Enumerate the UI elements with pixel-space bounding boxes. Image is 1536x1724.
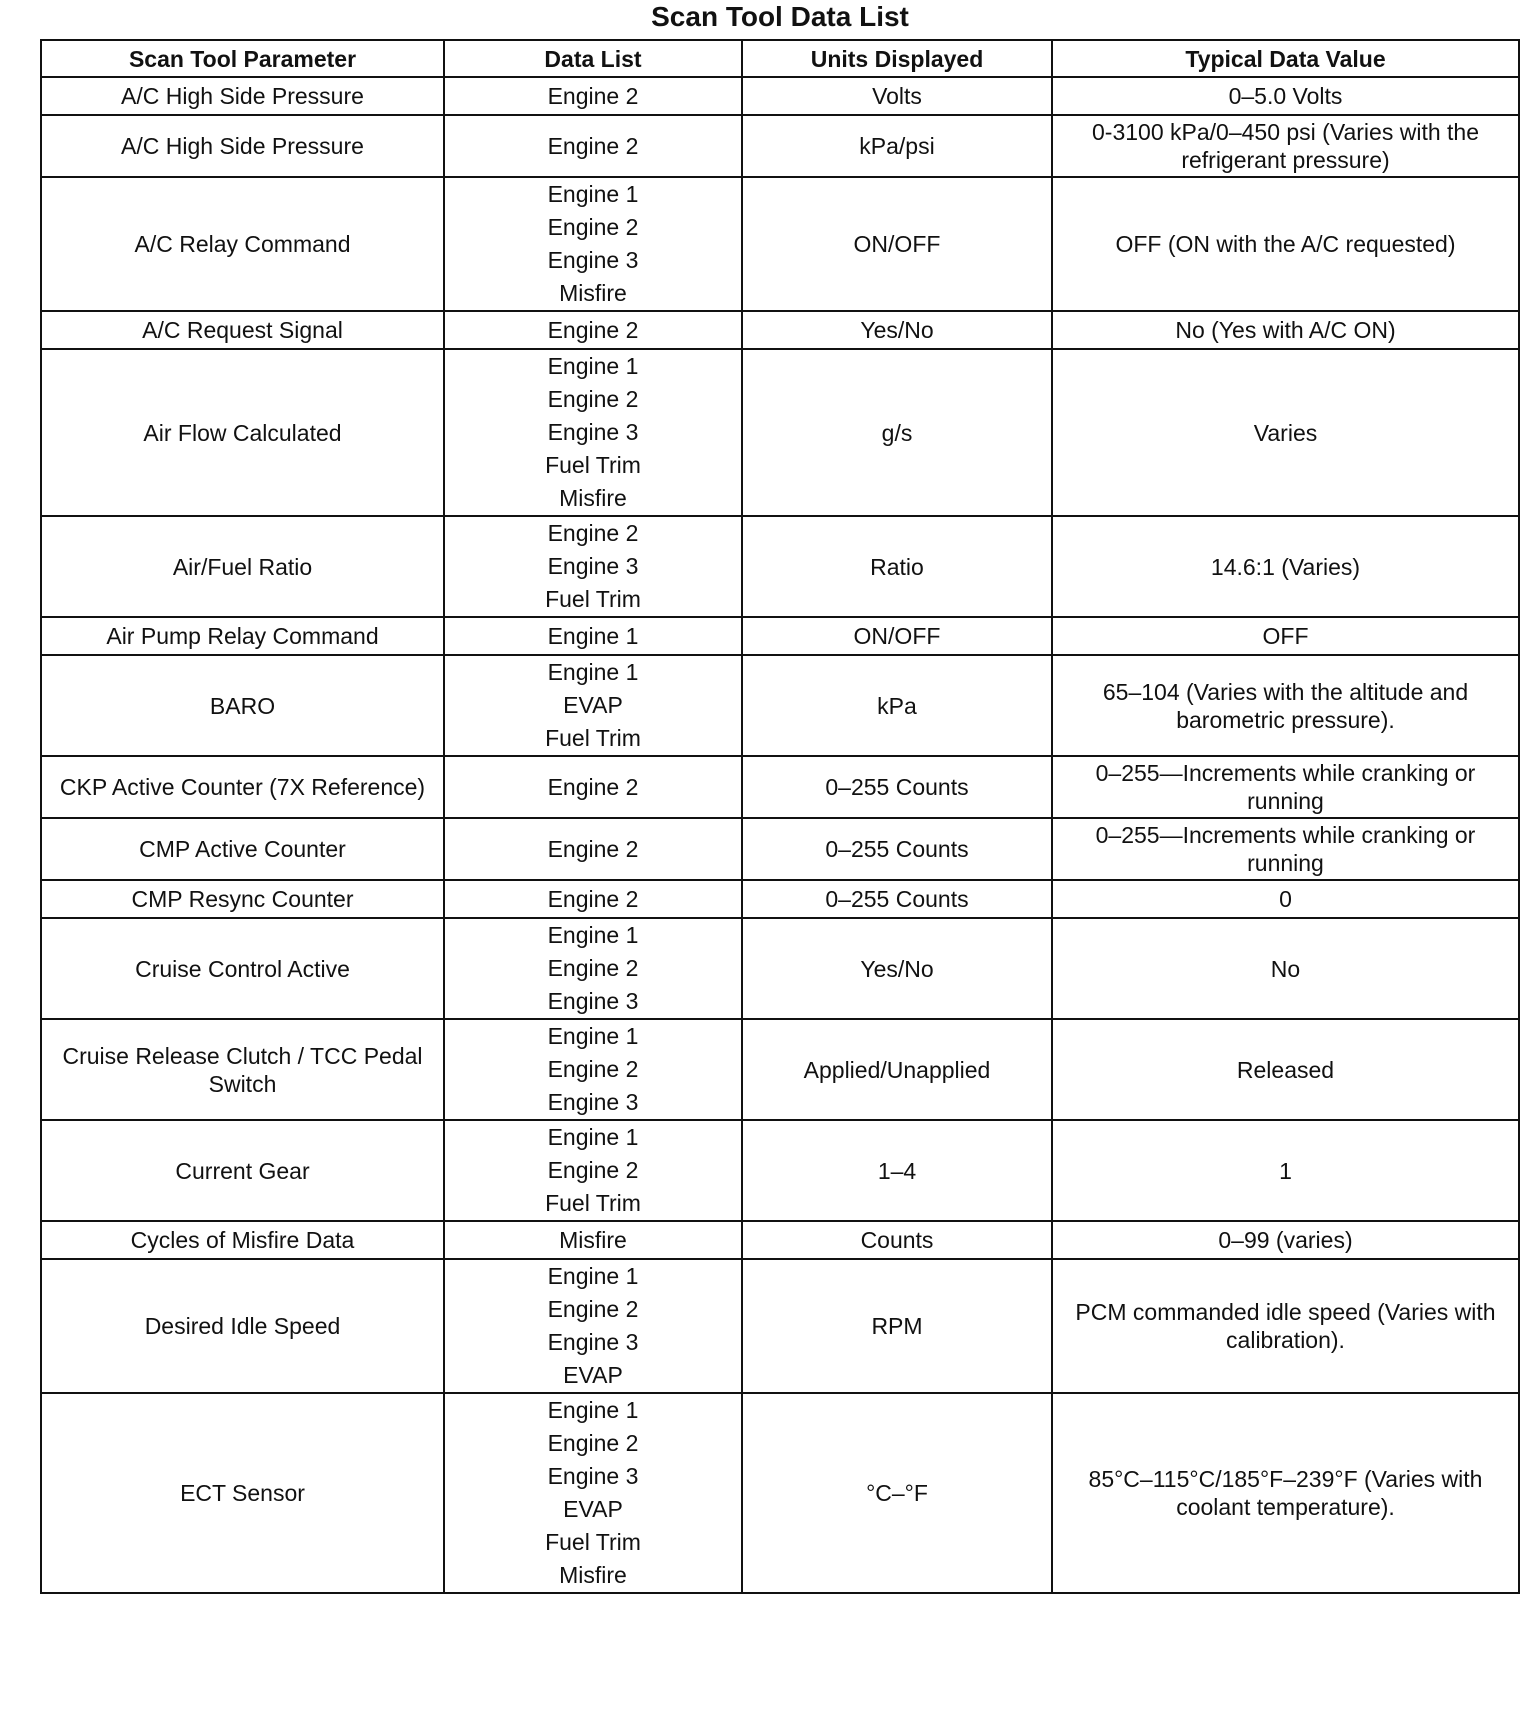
data-list-entry: Engine 2 [547, 386, 639, 412]
cell-data-list [444, 880, 742, 918]
data-list-entry: Engine 1 [547, 659, 639, 685]
cell-parameter: CMP Resync Counter [41, 880, 444, 918]
data-list-entry: Fuel Trim [545, 452, 641, 478]
cell-data-list [444, 311, 742, 349]
cell-typical-value: OFF [1052, 617, 1519, 655]
scan-tool-data-table [40, 39, 1520, 1594]
cell-parameter: A/C High Side Pressure [41, 115, 444, 177]
data-list-entry: Engine 2 [547, 1296, 639, 1322]
cell-parameter: Air Pump Relay Command [41, 617, 444, 655]
cell-data-list [444, 115, 742, 177]
cell-units: Ratio [742, 516, 1052, 617]
data-list-entry: Engine 1 [547, 1263, 639, 1289]
cell-units: g/s [742, 349, 1052, 516]
data-list-entry: Engine 3 [547, 1463, 639, 1489]
cell-units: 0–255 Counts [742, 756, 1052, 818]
header-typical: Typical Data Value [1052, 40, 1519, 77]
data-list-entry: Engine 2 [547, 520, 639, 546]
cell-typical-value: PCM commanded idle speed (Varies with calibration). [1052, 1259, 1519, 1393]
cell-typical-value: No (Yes with A/C ON) [1052, 311, 1519, 349]
cell-typical-value: 0–5.0 Volts [1052, 77, 1519, 115]
cell-parameter: A/C High Side Pressure [41, 77, 444, 115]
cell-data-list [444, 1259, 742, 1393]
table-row [41, 880, 1519, 918]
data-list-entry: Engine 3 [547, 553, 639, 579]
cell-units: Yes/No [742, 311, 1052, 349]
cell-units: °C–°F [742, 1393, 1052, 1593]
cell-parameter: Cycles of Misfire Data [41, 1221, 444, 1259]
data-list-entry: Engine 2 [547, 955, 639, 981]
data-list-entry: Engine 2 [547, 885, 639, 912]
data-list-entry: Engine 3 [547, 1089, 639, 1115]
cell-data-list [444, 1120, 742, 1221]
cell-data-list [444, 1019, 742, 1120]
cell-typical-value: 0–255—Increments while cranking or running [1052, 756, 1519, 818]
cell-typical-value: 1 [1052, 1120, 1519, 1221]
data-list-entry: EVAP [563, 1496, 623, 1522]
data-list-entry: Engine 1 [547, 353, 639, 379]
data-list-entry: Engine 2 [547, 1056, 639, 1082]
table-row [41, 1019, 1519, 1120]
cell-parameter: Cruise Release Clutch / TCC Pedal Switch [41, 1019, 444, 1120]
cell-typical-value: 0–99 (varies) [1052, 1221, 1519, 1259]
data-list-entry: EVAP [563, 692, 623, 718]
data-list-entry: Misfire [559, 1226, 627, 1253]
cell-parameter: A/C Request Signal [41, 311, 444, 349]
cell-data-list [444, 756, 742, 818]
cell-parameter: CMP Active Counter [41, 818, 444, 880]
table-row [41, 918, 1519, 1019]
data-list-entry: EVAP [563, 1362, 623, 1388]
table-row [41, 311, 1519, 349]
table-row [41, 349, 1519, 516]
page-title: Scan Tool Data List [651, 1, 909, 32]
cell-parameter: CKP Active Counter (7X Reference) [41, 756, 444, 818]
cell-data-list [444, 918, 742, 1019]
data-list-entry: Engine 1 [547, 1023, 639, 1049]
cell-units: ON/OFF [742, 177, 1052, 311]
table-row [41, 1259, 1519, 1393]
table-row [41, 1120, 1519, 1221]
table-row [41, 1393, 1519, 1593]
cell-parameter: Air Flow Calculated [41, 349, 444, 516]
cell-units: kPa/psi [742, 115, 1052, 177]
cell-typical-value: 85°C–115°C/185°F–239°F (Varies with coolant temperature). [1052, 1393, 1519, 1593]
data-list-entry: Engine 1 [547, 181, 639, 207]
table-row [41, 818, 1519, 880]
table-row [41, 1221, 1519, 1259]
table-row [41, 115, 1519, 177]
cell-typical-value: 0–255—Increments while cranking or running [1052, 818, 1519, 880]
cell-units: 0–255 Counts [742, 880, 1052, 918]
data-list-entry: Fuel Trim [545, 1529, 641, 1555]
data-list-entry: Engine 2 [547, 1157, 639, 1183]
cell-typical-value: 65–104 (Varies with the altitude and barometric pressure). [1052, 655, 1519, 756]
cell-units: Volts [742, 77, 1052, 115]
data-list-entry: Engine 3 [547, 247, 639, 273]
table-row [41, 655, 1519, 756]
cell-typical-value: No [1052, 918, 1519, 1019]
cell-data-list [444, 617, 742, 655]
table-row [41, 177, 1519, 311]
data-list-entry: Engine 3 [547, 419, 639, 445]
cell-units: Applied/Unapplied [742, 1019, 1052, 1120]
header-units: Units Displayed [742, 40, 1052, 77]
data-list-entry: Engine 2 [547, 1430, 639, 1456]
data-list-entry: Engine 2 [547, 835, 639, 862]
cell-typical-value: Varies [1052, 349, 1519, 516]
data-list-entry: Misfire [559, 1562, 627, 1588]
cell-typical-value: OFF (ON with the A/C requested) [1052, 177, 1519, 311]
cell-data-list [444, 655, 742, 756]
cell-units: Counts [742, 1221, 1052, 1259]
cell-units: ON/OFF [742, 617, 1052, 655]
table-row [41, 756, 1519, 818]
data-list-entry: Engine 3 [547, 988, 639, 1014]
cell-typical-value: 0 [1052, 880, 1519, 918]
cell-parameter: Cruise Control Active [41, 918, 444, 1019]
cell-units: Yes/No [742, 918, 1052, 1019]
data-list-entry: Engine 1 [547, 1397, 639, 1423]
cell-parameter: Air/Fuel Ratio [41, 516, 444, 617]
data-list-entry: Engine 1 [547, 922, 639, 948]
header-row [41, 40, 1519, 77]
cell-data-list [444, 1221, 742, 1259]
header-data-list: Data List [444, 40, 742, 77]
data-list-entry: Engine 1 [547, 1124, 639, 1150]
data-list-entry: Misfire [559, 280, 627, 306]
cell-units: kPa [742, 655, 1052, 756]
data-list-entry: Engine 2 [547, 132, 639, 159]
cell-typical-value: Released [1052, 1019, 1519, 1120]
cell-parameter: A/C Relay Command [41, 177, 444, 311]
data-list-entry: Engine 2 [547, 82, 639, 109]
cell-units: 0–255 Counts [742, 818, 1052, 880]
data-list-entry: Fuel Trim [545, 725, 641, 751]
header-parameter: Scan Tool Parameter [41, 40, 444, 77]
data-list-entry: Engine 3 [547, 1329, 639, 1355]
cell-parameter: Current Gear [41, 1120, 444, 1221]
data-list-entry: Engine 2 [547, 773, 639, 800]
cell-data-list [444, 1393, 742, 1593]
data-list-entry: Fuel Trim [545, 586, 641, 612]
cell-units: 1–4 [742, 1120, 1052, 1221]
data-list-entry: Engine 1 [547, 622, 639, 649]
cell-data-list [444, 77, 742, 115]
cell-parameter: Desired Idle Speed [41, 1259, 444, 1393]
cell-data-list [444, 349, 742, 516]
cell-typical-value: 0-3100 kPa/0–450 psi (Varies with the refrigerant pressure) [1052, 115, 1519, 177]
cell-data-list [444, 516, 742, 617]
data-list-entry: Misfire [559, 485, 627, 511]
data-list-entry: Engine 2 [547, 316, 639, 343]
data-list-entry: Fuel Trim [545, 1190, 641, 1216]
cell-parameter: BARO [41, 655, 444, 756]
table-row [41, 77, 1519, 115]
data-list-entry: Engine 2 [547, 214, 639, 240]
cell-data-list [444, 818, 742, 880]
table-row [41, 617, 1519, 655]
cell-data-list [444, 177, 742, 311]
cell-typical-value: 14.6:1 (Varies) [1052, 516, 1519, 617]
cell-units: RPM [742, 1259, 1052, 1393]
cell-parameter: ECT Sensor [41, 1393, 444, 1593]
table-row [41, 516, 1519, 617]
